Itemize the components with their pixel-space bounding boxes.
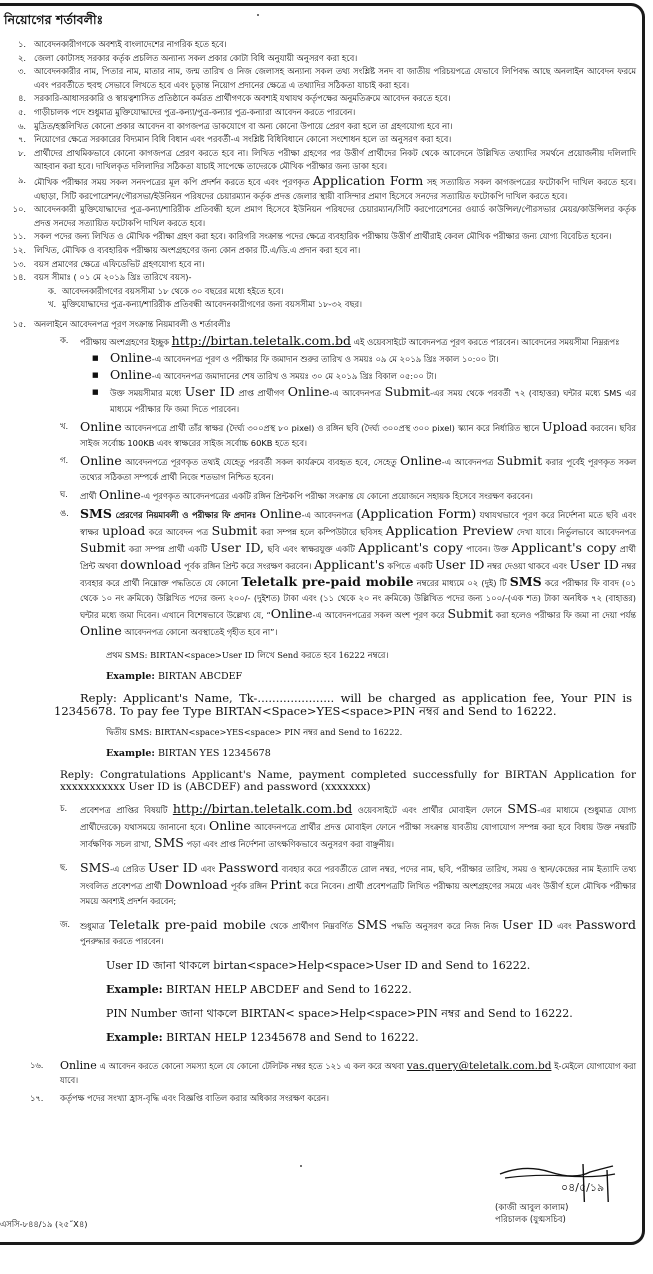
- square-bullet-icon: ■: [92, 388, 99, 397]
- term-number: ১০.: [12, 204, 26, 215]
- term-number: ১১.: [12, 231, 26, 242]
- term-item: [4, 174, 636, 203]
- subitem-kha: খ. Online আবেদনপত্রে প্রার্থী তাঁর স্বাক্ষর (দৈর্ঘ্য ৩০০প্রস্থ ৮০ pixel) ও রঙ্গিন ছবি (দৈর্ঘ্য ৩০০প্রস্থ ৩০০ pixel) স্ক্যান করে নির্ধারিত স্থানে Upload করবেন। ছবির সাইজ সর্বোচ্চ 100KB এবং স্বাক্ষরের সাইজ সর্বোচ্চ 60KB হতে হবে।: [60, 419, 636, 449]
- term-text: নিয়োগের ক্ষেত্রে সরকারের বিদ্যমান বিধি বিধান এবং পরবর্তী-এ সংশ্লিষ্ট বিধিবিধানে কোনো সংশোধন হলে তা অনুসরণ করা হবে।: [34, 134, 452, 145]
- subitem-chha: ছ. SMS-এ প্রেরিত User ID এবং Password ব্যবহার করে পরবর্তীতে রোল নম্বর, পদের নাম, ছবি, পরীক্ষার তারিখ, সময় ও স্থান/কেন্দ্রের নাম ইত্যাদি তথ্য সংবলিত প্রবেশপত্র প্রার্থী Download পূর্বক রঙ্গিন Print করে নিবেন। প্রার্থী প্রবেশপত্রটি লিখিত পরীক্ষায় অংশগ্রহণের সময়ে এবং উত্তীর্ণ হলে মৌখিক পরীক্ষার সময়ে অবশ্যই প্রদর্শন করবেন;: [60, 860, 636, 907]
- term-item: [4, 271, 636, 285]
- square-bullet-icon: ■: [92, 371, 99, 380]
- term-text: জেলা কোটাসহ সরকার কর্তৃক প্রচলিত অন্যান্য সকল প্রকার কোটা বিধি অনুযায়ী অনুসরণ করা হবে।: [34, 52, 358, 63]
- term-text: আবেদনকারীগণকে অবশ্যই বাংলাদেশের নাগরিক হতে হবে।: [34, 39, 227, 49]
- term-item: [4, 258, 636, 272]
- subitem-gha: ঘ. প্রার্থী Online-এ পূরণকৃত আবেদনপত্রের একটি রঙ্গিন প্রিন্টকপি পরীক্ষা সংক্রান্ত যে কোনো প্রয়োজনে সহায়ক হিসেবে সংরক্ষণ করবেন।: [60, 487, 533, 503]
- term-item: [4, 133, 636, 147]
- term-item: [4, 92, 636, 106]
- term-text: বয়স প্রমাণের ক্ষেত্রে এফিডেভিট গ্রহণযোগ্য হবে না।: [34, 258, 205, 269]
- term-text: বয়স সীমাঃ ( ০১ মে ২০১৯ খ্রিঃ তারিখে বয়স)-: [34, 272, 192, 283]
- term-text: প্রার্থীদের প্রাথমিকভাবে কোনো কাগজপত্র প্রেরণ করতে হবে না। লিখিত পরীক্ষা গ্রহণের পর উত্তীর্ণ প্রার্থীদের নিকট থেকে আবেদনে উল্লিখিত তথ্যাদির সমর্থনে প্রয়োজনীয় দলিলাদি আহবান করা হবে। দাখিলকৃত দলিলাদির সঠিকতা যাচাই সাপেক্ষে তাদেরকে মৌখিক পরীক্ষার জন্য ডাকা হবে।: [34, 147, 636, 172]
- term-item: [4, 230, 636, 244]
- subitem-ja: জ. শুধুমাত্র Teletalk pre-paid mobile থেকে প্রার্থীগণ নিম্নবর্ণিত SMS পদ্ধতি অনুসরণ করে নিজ নিজ User ID এবং Password পুনরুদ্ধার করতে পারবেন।: [60, 917, 637, 947]
- signatory-name: (কাজী আবুল কালাম): [495, 1203, 569, 1213]
- age-limit-item: ক. আবেদনকারীগণের বয়সসীমা ১৮ থেকে ৩০ বছরের মধ্যে হইতে হবে।: [48, 285, 284, 296]
- term-number: ১৪.: [12, 272, 26, 283]
- signature-block: [495, 1160, 653, 1226]
- help-user-id-instruction: User ID জানা থাকলে birtan<space>Help<space>User ID and Send to 16222.: [106, 959, 531, 973]
- second-sms-instruction: দ্বিতীয় SMS: BIRTAN<space>YES<space> PIN নম্বর and Send to 16222.: [106, 727, 403, 738]
- birtan-website-link[interactable]: http://birtan.teletalk.com.bd: [171, 333, 352, 349]
- term-item: [4, 38, 636, 52]
- first-sms-example: Example: BIRTAN ABCDEF: [106, 671, 243, 683]
- term-number: ৪.: [17, 93, 26, 104]
- signatory-designation: পরিচালক (যুগ্মসচিব): [495, 1215, 566, 1225]
- term-number: ২.: [17, 52, 26, 63]
- square-bullet-icon: ■: [92, 354, 99, 363]
- term-text: মৌখিক পরীক্ষার সময় সকল সনদপত্রের মূল কপি প্রদর্শন করতে হবে এবং পূরণকৃত Application Form সহ সত্যায়িত সকল কাগজপত্রের ফটোকপি দাখিল করতে হবে। এছাড়া, সিটি করপোরেশন/পৌরসভা/ইউনিয়ন পরিষদের চেয়ারম্যান কর্তৃক প্রদত্ত জেলার স্থায়ী বাসিন্দার প্রমাণ হিসেবে সনদের সত্যায়িত ফটোকপি দাখিল করতে হবে।: [34, 172, 636, 201]
- term-item: [4, 65, 636, 92]
- subitem-cha: চ. প্রবেশপত্র প্রাপ্তির বিষয়টি http://birtan.teletalk.com.bd ওয়েবসাইটে এবং প্রার্থীর মোবাইল ফোনে SMS-এর মাধ্যমে (শুধুমাত্র যোগ্য প্রার্থীদেরকে) যথাসময়ে জানানো হবে। Online আবেদনপত্রে প্রার্থীর প্রদত্ত মোবাইল ফোনে পরীক্ষা সংক্রান্ত যাবতীয় যোগাযোগ সম্পন্ন করা হবে বিধায় উক্ত নম্বরটি সার্বক্ষণিক সচল রাখা, SMS পড়া এবং প্রাপ্ত নির্দেশনা তাৎক্ষণিকভাবে অনুসরণ করা বাঞ্ছনীয়।: [60, 801, 636, 851]
- footer-reference: এসসি-৮৪৪/১৯ (২৫˝X৪): [0, 1219, 88, 1229]
- term-text: আবেদনকারীর নাম, পিতার নাম, মাতার নাম, জন্ম তারিখ ও নিজ জেলাসহ অন্যান্য সকল তথ্য সংশ্লিষ্ট সনদ বা জাতীয় পরিচয়পত্রে যেভাবে লিপিবদ্ধ আছে অনলাইন আবেদন ফরমে এবং পরবর্তীতে হুবহু সেভাবে লিখতে হবে এবং চূড়ান্ত নিয়োগ প্রদানের ক্ষেত্রে এ তথ্যাদির সঠিকতা যাচাই করা হবে।: [34, 66, 636, 90]
- bullet-item: ■ Online-এ আবেদনপত্র পূরণ ও পরীক্ষার ফি জমাদান শুরুর তারিখ ও সময়ঃ ০৯ মে ২০১৯ খ্রিঃ সকাল ১০:০০ টা।: [92, 350, 499, 366]
- recruitment-terms-document: [4, 12, 636, 1105]
- term-text: গাড়ীচালক পদে শুধুমাত্র মুক্তিযোদ্ধাদের পুত্র-কন্যা/পুত্র-কন্যার পুত্র-কন্যারা আবেদন করতে পারবেন।: [34, 106, 356, 117]
- signature-date: ০৪/৫/১৯: [561, 1181, 605, 1194]
- signature-scribble-icon: [495, 1160, 625, 1202]
- term-item: [4, 203, 636, 230]
- subitem-ga: গ. Online আবেদনপত্রে পূরণকৃত তথ্যই যেহেতু পরবর্তী সকল কার্যক্রমে ব্যবহৃত হবে, সেহেতু Online-এ আবেদনপত্র Submit করার পূর্বেই পূরণকৃত সকল তথ্যের সঠিকতা সম্পর্কে প্রার্থী নিজে শতভাগ নিশ্চিত হবেন।: [60, 453, 636, 483]
- support-email-link[interactable]: vas.query@teletalk.com.bd: [406, 1060, 552, 1073]
- first-sms-reply: Reply: Applicant's Name, Tk-..................... will be charged as application fee, Your PIN is 12345678. To pay fee Type BIRTAN<Space>YES<space>PIN নম্বর and Send to 16222.: [54, 691, 632, 718]
- age-limit-item: খ. মুক্তিযোদ্ধাদের পুত্র-কন্যা/শারিরীক প্রতিবন্ধী আবেদনকারীগণের জন্য বয়সসীমা ১৮-৩২ বছর।: [48, 299, 363, 310]
- scan-speck: [300, 1165, 302, 1167]
- bullet-item: ■ Online-এ আবেদনপত্র জমাদানের শেষ তারিখ ও সময়ঃ ৩০ মে ২০১৯ খ্রিঃ বিকাল ০৫:০০ টা।: [92, 367, 437, 383]
- subitem-umo-sms-rules: ঙ. SMS প্রেরণের নিয়মাবলী ও পরীক্ষার ফি প্রদানঃ Online-এ আবেদনপত্র (Application Form) যথাযথভাবে পূরণ করে নির্দেশনা মতে ছবি এবং স্বাক্ষর upload করে আবেদন পত্র Submit করা সম্পন্ন হলে কম্পিউটারে ছবিসহ Application Preview দেখা যাবে। নির্ভুলভাবে আবেদনপত্র Submit করা সম্পন্ন প্রার্থী একটি User ID, ছবি এবং স্বাক্ষরযুক্ত একটি Applicant's copy পাবেন। উক্ত Applicant's copy প্রার্থী প্রিন্ট অথবা download পূর্বক রঙ্গিন প্রিন্ট করে সংরক্ষণ করবেন। Applicant's কপিতে একটি User ID নম্বর দেওয়া থাকবে এবং User ID নম্বর ব্যবহার করে প্রার্থী নিম্নোক্ত পদ্ধতিতে যে কোনো Teletalk pre-paid mobile নম্বরের মাধ্যমে ০২ (দুই) টি SMS করে পরীক্ষার ফি বাবদ (০১ থেকে ১০ নং ক্রমিকে) উল্লিখিত পদের জন্য ২০০/- (দুইশত) টাকা এবং (১১ থেকে ২০ নং ক্রমিকে) উল্লিখিত পদের জন্য ১০০/-(এক শত) টাকা অনধিক ৭২ (বাহাত্তর) ঘন্টার মধ্যে জমা দিবেন। এখানে বিশেষভাবে উল্লেখ্য যে, “Online-এ আবেদনপত্রের সকল অংশ পূরণ করে Submit করা হলেও পরীক্ষার ফি জমা না দেয়া পর্যন্ত Online আবেদনপত্র কোনো অবস্থাতেই গৃহীত হবে না”।: [60, 506, 637, 639]
- second-sms-reply: Reply: Congratulations Applicant's Name, payment completed successfully for BIRTAN Application for xxxxxxxxxxx User ID is (ABCDEF) and password (xxxxxxx): [60, 769, 636, 794]
- terms-list: [4, 38, 636, 285]
- item-16: ১৬. Online এ আবেদন করতে কোনো সমস্যা হলে যে কোনো টেলিটক নম্বর হতে ১২১ এ কল করে অথবা vas.query@teletalk.com.bd ই-মেইলে যোগাযোগ করা যাবে।: [30, 1059, 637, 1086]
- term-number: ৬.: [17, 120, 26, 131]
- term-number: ৮.: [17, 147, 26, 158]
- first-sms-instruction: প্রথম SMS: BIRTAN<space>User ID লিখে Send করতে হবে 16222 নম্বরে।: [106, 650, 389, 661]
- term-item: [4, 244, 636, 258]
- term-text: সকল পদের জন্য লিখিত ও মৌখিক পরীক্ষা গ্রহণ করা হবে। কারিগরি সংক্রান্ত পদের ক্ষেত্রে ব্যবহারিক পরীক্ষায় উত্তীর্ণ প্রার্থীরাই কেবল মৌখিক পরীক্ষার জন্য যোগ্য বিবেচিত হবেন।: [34, 231, 612, 242]
- term-text: মুদ্রিত/হস্তলিখিত কোনো প্রকার আবেদন বা কাগজপত্র ডাকযোগে বা অন্য কোনো উপায়ে প্রেরণ করা হলে তা গ্রহণযোগ্য হবে না।: [34, 120, 453, 131]
- second-sms-example: Example: BIRTAN YES 12345678: [106, 748, 271, 760]
- term-item: [4, 120, 636, 134]
- term-text: আবেদনকারী মুক্তিযোদ্ধাদের পুত্র-কন্যা/শারিরীক প্রতিবন্ধী হলে প্রমাণ হিসেবে ইউনিয়ন পরিষদের চেয়ারম্যান/সিটি করপোরেশনের ওয়ার্ড কাউন্সিল/পৌরসভার মেয়র/কাউন্সিলর কর্তৃক প্রদত্ত সনদের সত্যায়িত ফটোকপি দাখিল করতে হবে।: [34, 204, 636, 228]
- help-user-id-example: Example: BIRTAN HELP ABCDEF and Send to 16222.: [106, 983, 412, 997]
- term-number: ৫.: [17, 106, 26, 117]
- term-item: [4, 147, 636, 174]
- term-text: লিখিত, মৌখিক ও ব্যবহারিক পরীক্ষায় অংশগ্রহণের জন্য কোন প্রকার টি.এ/ডি.এ প্রদান করা হবে না।: [34, 244, 361, 255]
- term-number: ১৩.: [12, 258, 26, 269]
- term-text: সরকারি-আধাসরকারি ও স্বায়ত্বশাসিত প্রতিষ্ঠানে কর্মরত প্রার্থীগণকে অবশ্যই যথাযথ কর্তৃপক্ষের অনুমতিক্রমে আবেদন করতে হবে।: [34, 93, 451, 104]
- term-number: ৭.: [17, 134, 26, 145]
- subitem-ka: ক. পরীক্ষায় অংশগ্রহণের ইচ্ছুক http://birtan.teletalk.com.bd এই ওয়েবসাইটে আবেদনপত্র পূরণ করতে পারবেন। আবেদনের সময়সীমা নিম্নরূপঃ: [60, 333, 620, 349]
- online-application-section: [4, 318, 636, 1046]
- term-number: ১২.: [12, 244, 26, 255]
- term-number: ৯.: [17, 174, 26, 185]
- term-item: [4, 52, 636, 66]
- item-17: ১৭. কর্তৃপক্ষ পদের সংখ্যা হ্রাস-বৃদ্ধি এবং বিজ্ঞপ্তি বাতিল করার অধিকার সংরক্ষণ করেন।: [30, 1092, 329, 1103]
- document-title: নিয়োগের শর্তাবলীঃ: [4, 12, 104, 27]
- bullet-item: ■ উক্ত সময়সীমার মধ্যে User ID প্রাপ্ত প্রার্থীগণ Online-এ আবেদনপত্র Submit-এর সময় থেকে পরবর্তী ৭২ (বাহাত্তর) ঘন্টার মধ্যে SMS এর মাধ্যমে পরীক্ষার ফি জমা দিতে পারবেন।: [4, 384, 636, 417]
- help-pin-instruction: PIN Number জানা থাকলে BIRTAN< space>Help<space>PIN নম্বর and Send to 16222.: [106, 1007, 573, 1021]
- help-pin-example: Example: BIRTAN HELP 12345678 and Send to 16222.: [106, 1031, 419, 1045]
- term-number: ১.: [17, 39, 26, 49]
- term-number: ৩.: [17, 66, 26, 77]
- term-item: [4, 106, 636, 120]
- birtan-website-link[interactable]: http://birtan.teletalk.com.bd: [172, 801, 353, 817]
- section-15-heading: ১৫. অনলাইনে আবেদনপত্র পূরণ সংক্রান্ত নিয়মাবলী ও শর্তাবলীঃ: [12, 318, 231, 329]
